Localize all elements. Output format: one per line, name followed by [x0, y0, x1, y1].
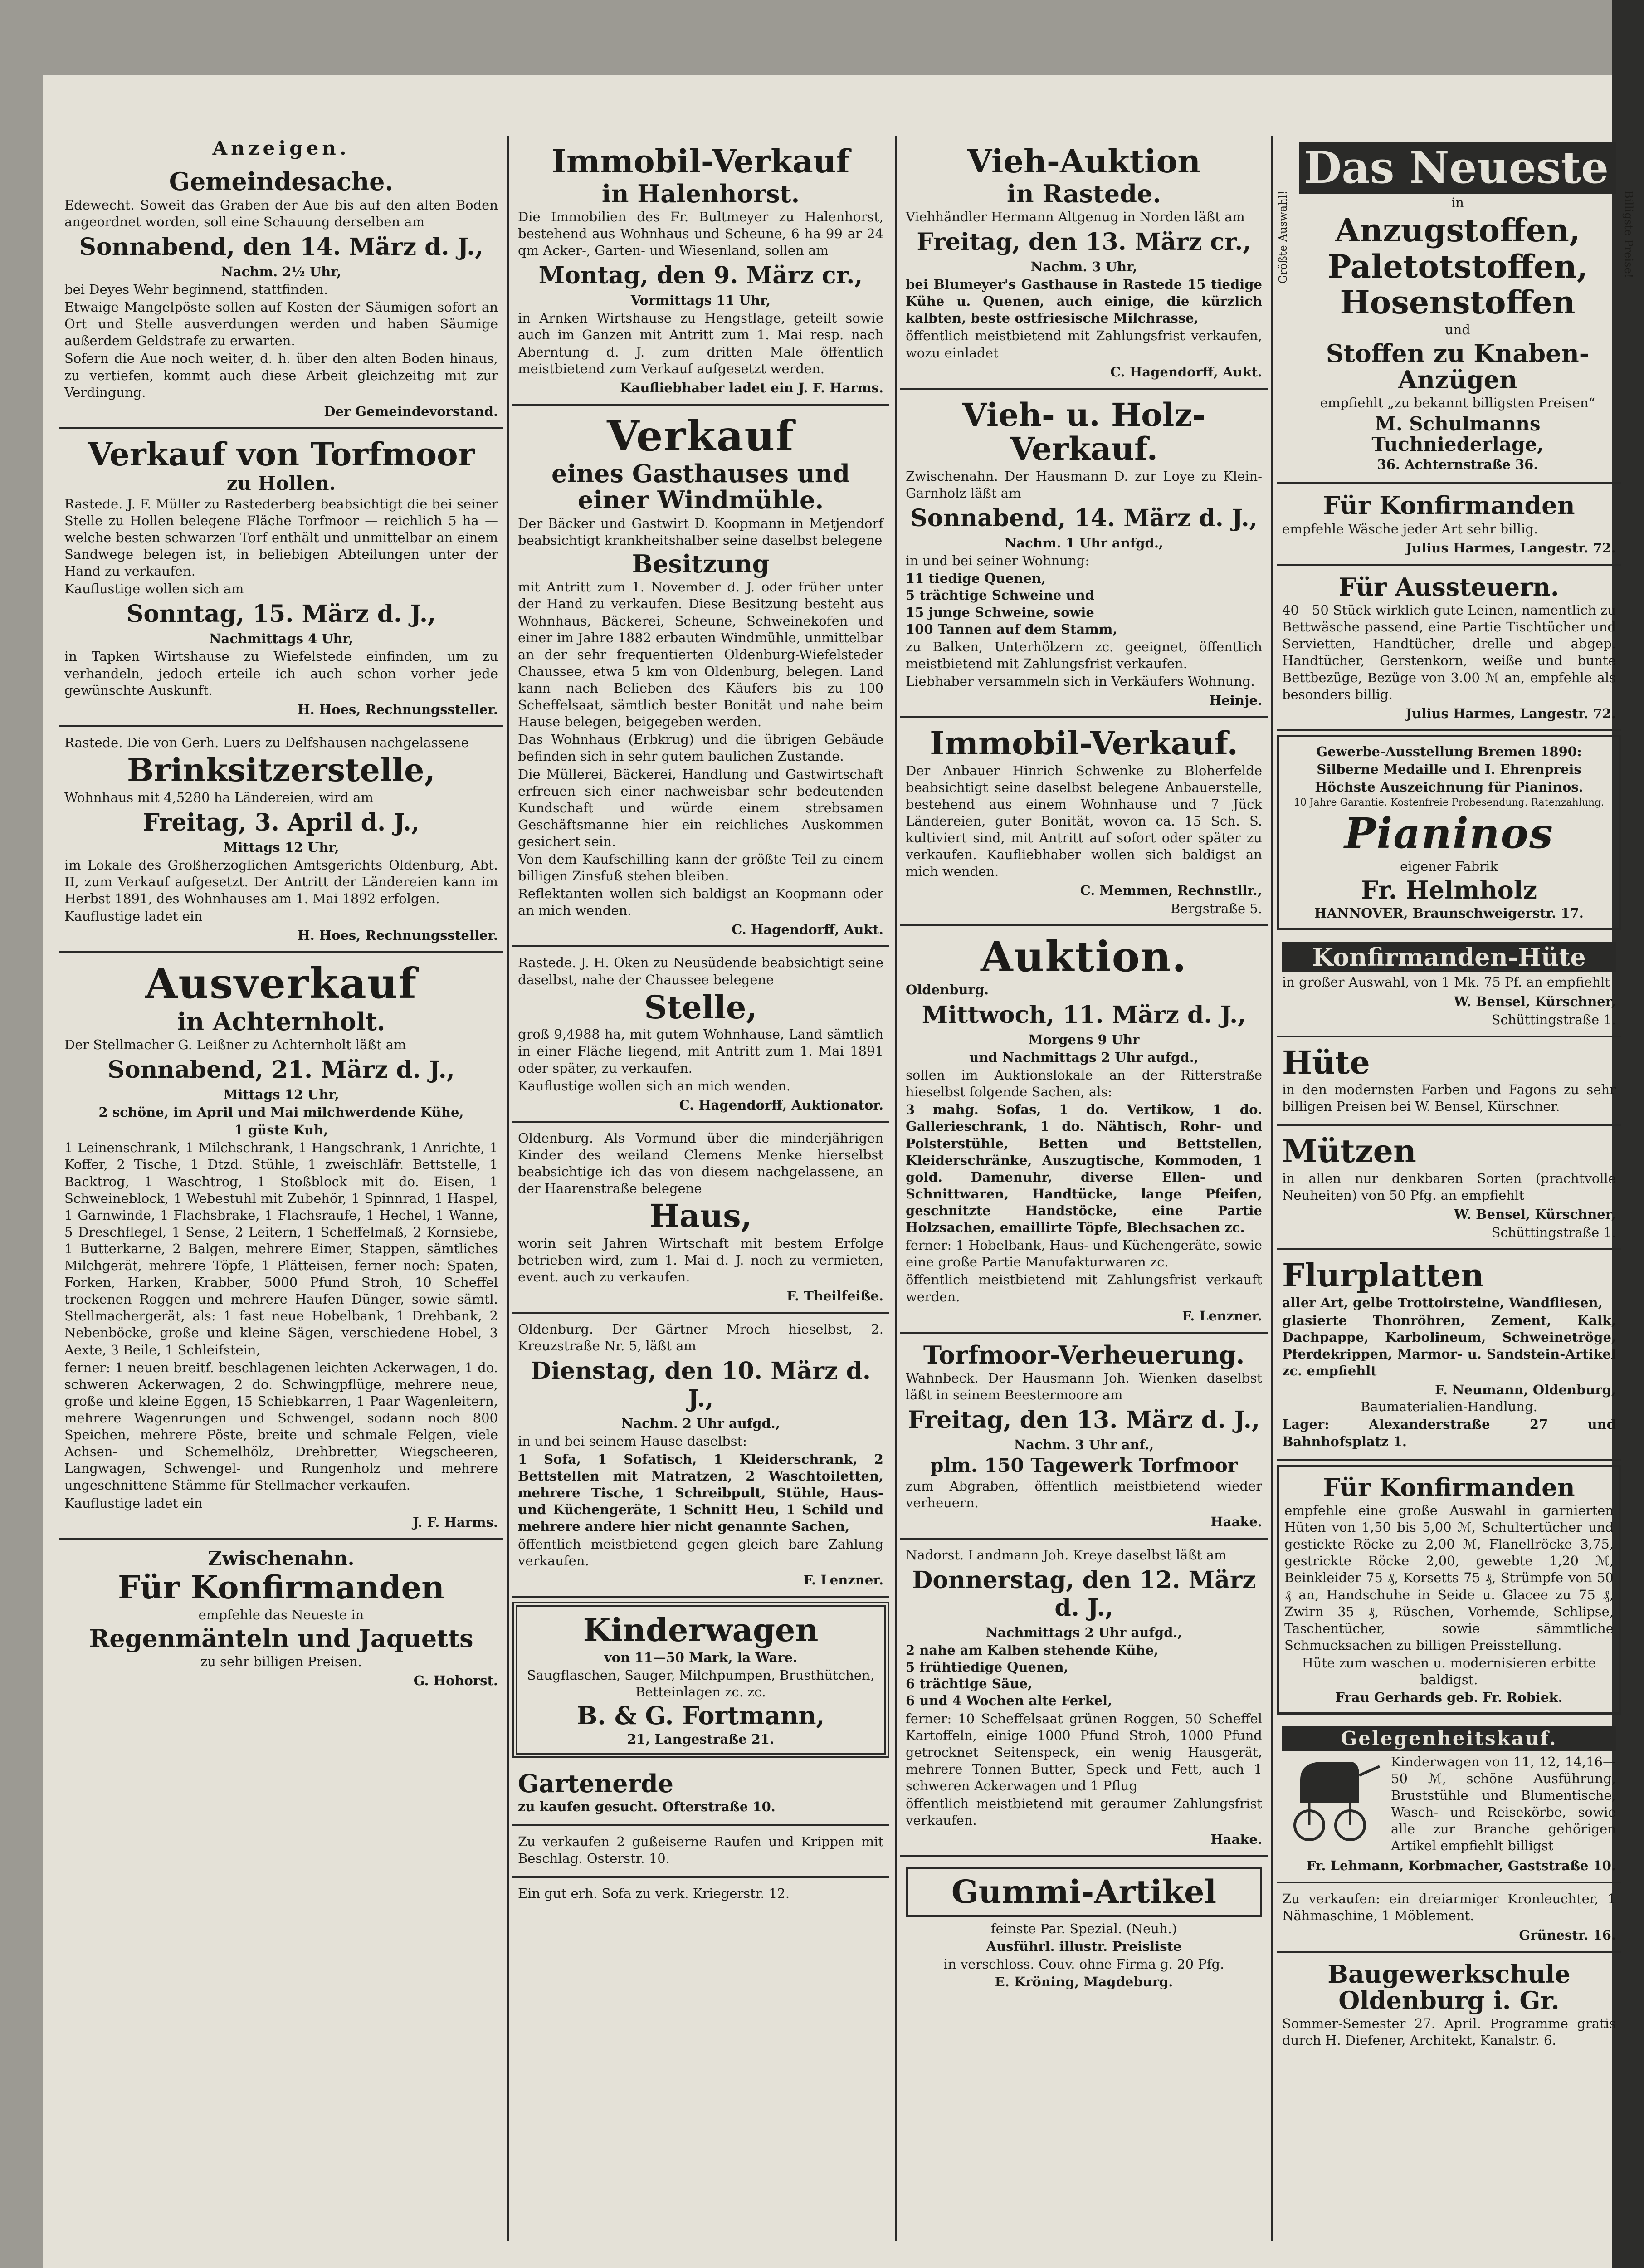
ad-date: Freitag, den 13. März d. J.,	[907, 1406, 1260, 1434]
ad-schulmanns	[1277, 136, 1635, 484]
ad-address: Grünestr. 16.	[1519, 1927, 1616, 1943]
ad-title: Hüte	[1282, 1043, 1370, 1081]
ad-signature: Der Gemeindevorstand.	[324, 403, 498, 419]
ad-date: Dienstag, den 10. März d. J.,	[531, 1357, 871, 1413]
ad-time: Nachm. 2 Uhr aufgd.,	[621, 1416, 781, 1432]
ad-title: Verkauf von Torfmoor	[88, 435, 475, 473]
ad-time: Nachm. 3 Uhr,	[1030, 259, 1137, 275]
ad-pianinos	[1277, 735, 1621, 930]
ad-text: Nadorst. Landmann Joh. Kreye daselbst läßt am	[906, 1547, 1227, 1563]
ad-signature: Haake.	[1210, 1832, 1262, 1848]
ad-text: zu sehr billigen Preisen.	[200, 1654, 362, 1670]
ad-text: Kauflustige wollen sich an mich wenden.	[518, 1078, 790, 1094]
ad-text: 1 Sofa, 1 Sofatisch, 1 Kleiderschrank, 2 Bettstellen mit Matratzen, 2 Waschtoiletten, mehrere Tische, 1 Schreibpult, Stühle, Haus- und Küchengeräte, 1 Schnitt Heu, 1 Schild und mehrere andere hier nicht genannte Sachen,	[518, 1451, 883, 1534]
ad-text: in den modernsten Farben und Fagons zu sehr billigen Preisen bei W. Bensel, Kürschner.	[1282, 1082, 1616, 1114]
ad-text: Kauflustige ladet ein	[64, 909, 203, 924]
ad-title: Brinksitzerstelle,	[127, 751, 435, 789]
ad-signature: F. Lenzner.	[803, 1572, 883, 1588]
ad-text: Saugflaschen, Sauger, Milchpumpen, Brusthütchen, Betteinlagen zc. zc.	[527, 1667, 874, 1700]
ad-vieh-auktion	[900, 136, 1268, 390]
ad-text: Kinderwagen von 11, 12, 14,16—50 ℳ, schöne Ausführung, Bruststühle und Blumentische, Wasch- und Reisekörbe, sowie alle zur Branche gehörigen Artikel empfiehlt billigst	[1391, 1754, 1616, 1854]
ad-text: öffentlich meistbietend gegen gleich bare Zahlung verkaufen.	[518, 1536, 883, 1569]
ad-text: Rastede. J. F. Müller zu Rastederberg beabsichtigt die bei seiner Stelle zu Hollen belegene Fläche Torfmoor — reichlich 5 ha — welche besten schwarzen Torf enthält und unmittelbar an einem Sandwege belegen ist, in beliebigen Abteilungen unter der Hand zu verkaufen.	[64, 496, 498, 579]
ad-text: Sommer-Semester 27. April. Programme gratis durch H. Diefener, Architekt, Kanalstr. 6.	[1282, 2016, 1616, 2048]
column-3	[900, 136, 1268, 2268]
ad-title: Gummi-Artikel	[906, 1867, 1262, 1917]
ad-text: in Arnken Wirtshause zu Hengstlage, geteilt sowie auch im Ganzen mit Antritt zum 1. Mai resp. nach Aberntung d. J. zum dritten Male öffentlich meistbietend zum Verkauf aufgesetzt werden.	[518, 310, 883, 376]
ad-time: Morgens 9 Uhr	[1028, 1031, 1140, 1047]
ad-date: Donnerstag, den 12. März d. J.,	[912, 1566, 1256, 1622]
ad-nadorst	[900, 1540, 1268, 1857]
pram-illustration	[1282, 1753, 1386, 1843]
ad-text: Kauflustige wollen sich am	[64, 581, 244, 597]
ad-address: 21, Langestraße 21.	[627, 1731, 775, 1747]
ad-text: Die Müllerei, Bäckerei, Handlung und Gastwirtschaft erfreuen sich einer nachweisbar sehr bedeutenden Kundschaft und würde einem strebsamen Geschäftsmanne hier ein reichliches Auskommen gesichert sein.	[518, 766, 883, 849]
ad-text: Hüte zum waschen u. modernisieren erbitte baldigst.	[1302, 1655, 1596, 1688]
ad-subtitle: in Achternholt.	[177, 1007, 385, 1036]
ad-signature: M. Schulmanns Tuchniederlage,	[1371, 412, 1544, 455]
ad-text: Liebhaber versammeln sich in Verkäufers Wohnung.	[906, 673, 1255, 689]
ad-title: Paletotstoffen,	[1327, 247, 1588, 285]
ad-text: in Tapken Wirtshause zu Wiefelstede einfinden, um zu verhandeln, jedoch erteile ich auch schon vorher jede gewünschte Auskunft.	[64, 649, 498, 698]
ad-text: zu Balken, Unterhölzern zc. geeignet, öffentlich meistbietend mit Zahlungsfrist verkaufen.	[906, 639, 1262, 671]
ad-signature: C. Hagendorff, Auktionator.	[679, 1097, 883, 1113]
ad-muetzen	[1277, 1126, 1621, 1250]
ad-text: Rastede. Die von Gerh. Luers zu Delfshausen nachgelassene	[64, 734, 469, 750]
ad-title: Immobil-Verkauf	[551, 142, 850, 180]
ad-text: Lager: Alexanderstraße 27 und Bahnhofsplatz 1.	[1282, 1417, 1616, 1449]
ad-time: Vormittags 11 Uhr,	[630, 293, 771, 308]
ad-text: 1 Leinenschrank, 1 Milchschrank, 1 Hangschrank, 1 Anrichte, 1 Koffer, 2 Tische, 1 Dtzd. Stühle, 1 zweischläfr. Bettstelle, 1 Backtrog, 1 Waschtrog, 1 Stoßblock mit do. Eisen, 1 Schweineblock, 1 Webestuhl mit Zubehör, 1 Spinnrad, 1 Haspel, 1 Garnwinde, 1 Flachsbrake, 1 Flachsraufe, 1 Hechel, 1 Wanne, 5 Dreschflegel, 1 Sense, 2 Leitern, 1 Scheffelmaß, 2 Kornsiebe, 1 Butterkarne, 2 Balgen, mehrere Eimer, Stappen, sämtliches Milchgerät, mehrere Töpfe, 1 Plätteisen, ferner noch: Spaten, Forken, Harken, Krabber, 5000 Pfund Stroh, 10 Scheffel trockenen Roggen und mehrere Haufen Dünger, sowie sämtl. Stellmachergerät, als: 1 fast neue Hobelbank, 1 Drehbank, 2 Nebenböcke, große und kleine Sägen, verschiedene Hobel, 3 Aexte, 3 Beile, 1 Schleifstein,	[64, 1140, 498, 1358]
ad-auktion-lenzner	[900, 926, 1268, 1333]
ad-text: eigener Fabrik	[1400, 858, 1498, 874]
ad-kinderwagen-fortmann	[512, 1602, 889, 1757]
ad-text: mit Antritt zum 1. November d. J. oder früher unter der Hand zu verkaufen. Diese Besitzung besteht aus Wohnhaus, Bäckerei, Scheune, Schweinekofen und einer im Jahre 1882 erbauten Windmühle, unmittelbar an der sehr frequentierten Oldenburg-Wiefelsteder Chaussee, etwa 5 km von Oldenburg, belegen. Land kann nach Belieben des Käufers bis zu 100 Scheffelsaat, sämtlich bester Bonität und nahe beim Hause belegen, beigegeben werden.	[518, 579, 883, 730]
ad-signature: Fr. Helmholz	[1361, 875, 1537, 904]
ad-text: 10 Jahre Garantie. Kostenfreie Probesendung. Ratenzahlung.	[1293, 797, 1605, 809]
ad-subtitle: eines Gasthauses und einer Windmühle.	[551, 459, 850, 515]
ad-title: Verkauf	[607, 411, 795, 460]
ad-text: 11 tiedige Quenen, 5 trächtige Schweine und 15 junge Schweine, sowie 100 Tannen auf dem Stamm,	[906, 571, 1117, 637]
ad-subtitle: in Rastede.	[1006, 179, 1161, 208]
ad-title: Flurplatten	[1282, 1256, 1484, 1295]
ad-text: Zwischenahn. Der Hausmann D. zur Loye zu Klein-Garnholz läßt am	[906, 468, 1262, 501]
ad-text: von 11—50 Mark, la Ware.	[604, 1649, 798, 1665]
ad-text: bei Deyes Wehr beginnend, stattfinden.	[64, 282, 328, 297]
ad-title: Das Neueste	[1299, 142, 1616, 194]
ad-gemeindesache	[59, 160, 503, 429]
ad-text: Sofern die Aue noch weiter, d. h. über den alten Boden hinaus, zu vertiefen, kommt auch diese Arbeit gleichzeitig mit zur Verdingung.	[64, 351, 498, 400]
ad-text: Wohnhaus mit 4,5280 ha Ländereien, wird am	[64, 789, 373, 805]
ad-title: Vieh- u. Holz-Verkauf.	[962, 396, 1206, 468]
ad-signature: J. F. Harms.	[412, 1514, 498, 1530]
ad-text: ferner: 1 neuen breitf. beschlagenen leichten Ackerwagen, 1 do. schweren Ackerwagen, 2 do. Schwingpflüge, mehrere neue, große und kleine Eggen, 15 Schiebkarren, 1 Paar Wagenleitern, mehrere Wagenrungen und Schwengel, sodann noch 800 Speichen, mehrere Pöste, breite und schmale Felgen, viele Achsen- und Schemelhölz, Drehbretter, Wiegscheeren, Langwagen, Schwengel- und Rungenholz und mehrere ungeschnittene Stämme für Stellmacher verkaufen.	[64, 1359, 498, 1493]
ad-torfmoor	[59, 429, 503, 727]
ad-signature: G. Hohorst.	[413, 1673, 498, 1689]
column-rule	[895, 136, 897, 2241]
ad-haus	[512, 1123, 889, 1314]
ad-torfmoor-verheuerung	[900, 1334, 1268, 1540]
ad-subtitle: in Halenhorst.	[601, 179, 800, 208]
ad-text: empfiehlt „zu bekannt billigsten Preisen“	[1320, 395, 1595, 411]
ad-date: Freitag, 3. April d. J.,	[143, 808, 420, 836]
ad-text: in allen nur denkbaren Sorten (prachtvolle Neuheiten) von 50 Pfg. an empfiehlt	[1282, 1170, 1616, 1203]
ad-text: ferner: 1 Hobelbank, Haus- und Küchengeräte, sowie eine große Partie Manufakturwaren zc.	[906, 1237, 1262, 1270]
ad-signature: C. Hagendorff, Aukt.	[732, 922, 883, 938]
ad-text: Von dem Kaufschilling kann der größte Teil zu einem billigen Zinsfuß stehen bleiben.	[518, 851, 883, 884]
ad-text: Silberne Medaille und I. Ehrenpreis	[1317, 761, 1581, 777]
ad-text: Der Anbauer Hinrich Schwenke zu Bloherfelde beabsichtigt seine daselbst belegene Anbauerstelle, bestehend aus einem Wohnhause und 7 Jück Ländereien, guter Bonität, wovon ca. 15 Sch. S. kultiviert sind, mit Antritt auf sofort oder später zu verkaufen. Kaufliebhaber wollen sich baldigst an mich wenden.	[906, 763, 1262, 880]
ad-time: Nachmittags 4 Uhr,	[209, 631, 353, 647]
ad-verkauf-gasthaus	[512, 406, 889, 948]
ad-time: Mittags 12 Uhr,	[223, 839, 339, 855]
ad-title: Stoffen zu Knaben-Anzügen	[1326, 338, 1590, 395]
ad-address: Baumaterialien-Handlung.	[1361, 1399, 1537, 1415]
ad-signature: H. Hoes, Rechnungssteller.	[298, 701, 498, 717]
ad-signature: E. Kröning, Magdeburg.	[995, 1974, 1173, 1990]
side-text: Größte Auswahl!	[1277, 191, 1289, 284]
ad-text: glasierte Thonröhren, Zement, Kalk, Dachpappe, Karbolineum, Schweinetröge, Pferdekrippen, Marmor- u. Sandstein-Artikel zc. empfiehlt	[1282, 1312, 1616, 1379]
ad-date: Montag, den 9. März cr.,	[538, 262, 863, 290]
ad-text: Höchste Auszeichnung für Pianinos.	[1315, 779, 1583, 795]
ad-gaertner-auktion	[512, 1314, 889, 1598]
ad-text: feinste Par. Spezial. (Neuh.)	[990, 1921, 1177, 1936]
ad-signature: C. Hagendorff, Aukt.	[1110, 364, 1262, 380]
ad-title: Hosenstoffen	[1340, 284, 1576, 322]
ad-text: Wahnbeck. Der Hausmann Joh. Wienken daselbst läßt in seinem Beestermoore am	[906, 1370, 1262, 1403]
ad-date: Mittwoch, 11. März d. J.,	[922, 1001, 1246, 1029]
ad-text: Reflektanten wollen sich baldigst an Koopmann oder an mich wenden.	[518, 886, 883, 919]
ad-text: in verschloss. Couv. ohne Firma g. 20 Pfg.	[943, 1956, 1224, 1972]
ad-text: Ein gut erh. Sofa zu verk. Kriegerstr. 12.	[518, 1886, 790, 1901]
ad-flurplatten	[1277, 1250, 1621, 1461]
ad-title: Ausverkauf	[145, 959, 418, 1008]
ad-title: Haus,	[649, 1197, 752, 1235]
ad-text: sollen im Auktionslokale an der Ritterstraße hieselbst folgende Sachen, als:	[906, 1067, 1262, 1100]
ad-sofa	[512, 1878, 889, 1911]
ad-text: Der Bäcker und Gastwirt D. Koopmann in Metjendorf beabsichtigt krankheitshalber seine daselbst belegene	[518, 515, 883, 548]
ad-signature: F. Lenzner.	[1182, 1308, 1262, 1324]
ad-text: zum Abgraben, öffentlich meistbietend wieder verheuern.	[906, 1478, 1262, 1510]
ad-vieh-holz	[900, 390, 1268, 718]
ad-text: empfehle eine große Auswahl in garnierten Hüten von 1,50 bis 5,00 ℳ, Schultertücher und gestickte Röcke zu 2,00 ℳ, Flanellröcke 3,75, gestrickte Röcke 2,00, gewebte 1,20 ℳ, Beinkleider 75 ₰, Korsetts 75 ₰, Strümpfe von 50 ₰ an, Handschuhe in Seide u. Glacee zu 75 ₰, Zwirn 35 ₰, Rüschen, Vorhemde, Schlipse, Taschentücher, sowie sämmtliche Schmucksachen zu billigen Preisstellung.	[1284, 1502, 1614, 1653]
ad-subtitle: zu Hollen.	[226, 472, 336, 495]
ad-immobil-halenhorst	[512, 136, 889, 406]
ad-text: Oldenburg. Als Vormund über die minderjährigen Kinder des weiland Clemens Menke hierselbst beabsichtige ich das von diesem nachgelassene, an der Haarenstraße belegene	[518, 1130, 883, 1197]
ad-baugewerkschule	[1277, 1953, 1621, 2058]
ad-time: und Nachmittags 2 Uhr aufgd.,	[969, 1050, 1199, 1065]
ad-place: Zwischenahn.	[208, 1547, 355, 1569]
ad-title: Für Aussteuern.	[1339, 572, 1559, 601]
ad-time: Nachmittags 2 Uhr aufgd.,	[985, 1624, 1182, 1640]
ad-aussteuern	[1277, 566, 1621, 731]
ad-signature: Julius Harmes, Langestr. 72.	[1405, 540, 1616, 556]
ad-huete	[1277, 1037, 1621, 1126]
ad-text: groß 9,4988 ha, mit gutem Wohnhause, Land sämtlich in einer Fläche liegend, mit Antritt zum 1. Mai 1891 oder später, zu verkaufen.	[518, 1026, 883, 1076]
ad-title: Gelegenheitskauf.	[1282, 1726, 1616, 1750]
ad-time: Nachm. 3 Uhr anf.,	[1014, 1437, 1154, 1453]
ad-signature: Haake.	[1210, 1514, 1262, 1530]
ad-text: ferner: 10 Scheffelsaat grünen Roggen, 50 Scheffel Kartoffeln, einige 1000 Pfund Stroh, 1000 Pfund getrocknet Seitenspeck, ein wenig Hausgerät, mehrere Tonnen Butter, Speck und Fett, auch 1 schweren Ackerwagen und 1 Pflug	[906, 1711, 1262, 1794]
ad-signature: F. Neumann, Oldenburg,	[1435, 1382, 1616, 1398]
ad-signature: Frau Gerhards geb. Fr. Robiek.	[1335, 1690, 1563, 1706]
ad-title: Mützen	[1282, 1132, 1416, 1170]
ad-date: Sonnabend, den 14. März d. J.,	[79, 233, 483, 261]
ad-signature: Kaufliebhaber ladet ein J. F. Harms.	[620, 380, 883, 396]
ad-title: Für Konfirmanden	[1323, 491, 1575, 520]
ad-immobil-bloherfelde	[900, 718, 1268, 926]
ad-signature: H. Hoes, Rechnungssteller.	[298, 928, 498, 943]
column-rule	[507, 136, 509, 2241]
ad-text: empfehle das Neueste in	[198, 1607, 364, 1623]
ad-signature: Fr. Lehmann, Korbmacher, Gaststraße 10.	[1306, 1858, 1616, 1874]
ad-text: in	[1451, 195, 1464, 210]
ad-text: 2 schöne, im April und Mai milchwerdende Kühe,	[98, 1105, 464, 1120]
ad-konfirmanden-gerhards	[1277, 1465, 1621, 1715]
ad-text: öffentlich meistbietend mit Zahlungsfrist verkaufen, wozu einladet	[906, 328, 1262, 361]
ad-text: öffentlich meistbietend mit geraumer Zahlungsfrist verkaufen.	[906, 1796, 1262, 1828]
ad-text: 3 mahg. Sofas, 1 do. Vertikow, 1 do. Gallerieschrank, 1 do. Nähtisch, Rohr- und Polsterstühle, Betten und Bettstellen, Kleiderschränke, Auszugtische, Kommoden, 1 gold. Damenuhr, diverse Ellen- und Schnittwaren, Handtücke, lange Pfeifen, geschnitzte Handstöcke, eine Partie Holzsachen, emaillirte Töpfe, Blechsachen zc.	[906, 1102, 1262, 1236]
ad-time: Nachm. 1 Uhr anfgd.,	[1004, 535, 1164, 551]
ad-text: in und bei seiner Wohnung:	[906, 553, 1090, 569]
ad-title: Besitzung	[632, 549, 770, 578]
ad-konfirmanden-hohorst	[59, 1540, 503, 1696]
ad-title: Stelle,	[644, 988, 757, 1026]
column-4	[1277, 136, 1635, 2268]
ad-signature: F. Theilfeiße.	[786, 1288, 883, 1304]
ad-title: Für Konfirmanden	[118, 1569, 444, 1607]
side-text: Billigste Preise!	[1622, 191, 1635, 279]
ad-date: Sonntag, 15. März d. J.,	[126, 600, 436, 628]
ad-text: bei Blumeyer's Gasthause in Rastede 15 tiedige Kühe u. Quenen, auch einige, die kürzlich kalbten, beste ostfriesische Milchrasse,	[906, 277, 1262, 326]
ad-text: Zu verkaufen 2 gußeiserne Raufen und Krippen mit Beschlag. Osterstr. 10.	[518, 1834, 883, 1867]
column-rule	[1271, 136, 1273, 2241]
column-1	[59, 136, 503, 2268]
ad-stelle	[512, 947, 889, 1122]
ad-date: Sonnabend, 14. März d. J.,	[910, 504, 1258, 533]
ad-kronleuchter	[1277, 1883, 1621, 1952]
ad-time: Nachm. 2½ Uhr,	[221, 264, 341, 279]
ad-text: Zu verkaufen: ein dreiarmiger Kronleuchter, 1 Nähmaschine, 1 Möblement.	[1282, 1891, 1616, 1924]
ad-title: Vieh-Auktion	[967, 142, 1201, 180]
ad-address: Schüttingstraße 1.	[1491, 1225, 1616, 1241]
ad-text: worin seit Jahren Wirtschaft mit bestem Erfolge betrieben wird, zum 1. Mai d. J. noch zu vermieten, event. auch zu verkaufen.	[518, 1235, 883, 1285]
ad-text: Gewerbe-Ausstellung Bremen 1890:	[1316, 743, 1582, 759]
ad-title: Gartenerde	[518, 1769, 674, 1798]
ad-address: HANNOVER, Braunschweigerstr. 17.	[1314, 905, 1584, 921]
ad-title: Auktion.	[981, 932, 1187, 982]
ad-place: Oldenburg.	[906, 982, 989, 997]
ad-title: Immobil-Verkauf.	[930, 724, 1238, 763]
ad-address: Bergstraße 5.	[1170, 901, 1262, 917]
ad-date: Sonnabend, 21. März d. J.,	[107, 1056, 455, 1084]
ad-text: Ausführl. illustr. Preisliste	[986, 1938, 1182, 1954]
ad-text: öffentlich meistbietend mit Zahlungsfrist verkauft werden.	[906, 1272, 1262, 1305]
ad-text: und	[1445, 322, 1470, 337]
ad-text: Kauflustige ladet ein	[64, 1495, 203, 1511]
ad-text: 1 güste Kuh,	[234, 1122, 328, 1138]
ad-text: Die Immobilien des Fr. Bultmeyer zu Halenhorst, bestehend aus Wohnhaus und Scheune, 6 ha 99 ar 24 qm Acker-, Garten- und Wiesenland, sollen am	[518, 209, 883, 259]
ad-gartenerde	[512, 1762, 889, 1826]
ad-signature: Julius Harmes, Langestr. 72.	[1405, 705, 1616, 721]
ad-konfirmanden-huete	[1277, 934, 1621, 1037]
ad-title: Torfmoor-Verheuerung.	[923, 1340, 1245, 1369]
ad-date: Freitag, den 13. März cr.,	[917, 228, 1251, 256]
ad-text: im Lokale des Großherzoglichen Amtsgerichts Oldenburg, Abt. II, zum Verkauf aufgesetzt. Der Antritt der Ländereien kann im Herbst 1891, des Wohnhauses am 1. Mai 1892 erfolgen.	[64, 857, 498, 906]
section-title: Anzeigen.	[212, 137, 350, 159]
ad-text: aller Art, gelbe Trottoirsteine, Wandfliesen,	[1282, 1295, 1603, 1310]
ad-text: 2 nahe am Kalben stehende Kühe, 5 frühtiedige Quenen, 6 trächtige Säue, 6 und 4 Wochen alte Ferkel,	[906, 1642, 1159, 1709]
ad-text: zu kaufen gesucht. Ofterstraße 10.	[518, 1799, 776, 1814]
ad-text: Rastede. J. H. Oken zu Neusüdende beabsichtigt seine daselbst, nahe der Chaussee belegene	[518, 955, 883, 987]
column-2	[512, 136, 889, 2268]
ad-text: Etwaige Mangelpöste sollen auf Kosten der Säumigen sofort an Ort und Stelle ausverdungen werden und haben Säumige außerdem Geldstrafe zu erwarten.	[64, 299, 498, 349]
ad-signature: Heinje.	[1209, 693, 1262, 709]
ad-text: Der Stellmacher G. Leißner zu Achternholt läßt am	[64, 1036, 406, 1052]
ad-title: Für Konfirmanden	[1323, 1472, 1575, 1502]
ad-title: Baugewerkschule Oldenburg i. Gr.	[1327, 1959, 1571, 2015]
ad-text: plm. 150 Tagewerk Torfmoor	[930, 1454, 1238, 1477]
ad-text: empfehle Wäsche jeder Art sehr billig.	[1282, 521, 1538, 537]
ad-text: in großer Auswahl, von 1 Mk. 75 Pf. an empfiehlt	[1282, 974, 1610, 990]
ad-signature: W. Bensel, Kürschner,	[1454, 1207, 1616, 1222]
ad-text: in und bei seinem Hause daselbst:	[518, 1433, 747, 1449]
ad-text: Das Wohnhaus (Erbkrug) und die übrigen Gebäude befinden sich in sehr gutem baulichen Zustande.	[518, 732, 883, 764]
ad-gelegenheitskauf	[1277, 1718, 1621, 1883]
ad-raufen	[512, 1826, 889, 1878]
ad-title: Regenmänteln und Jaquetts	[89, 1623, 473, 1653]
ad-time: Mittags 12 Uhr,	[223, 1086, 339, 1102]
ad-text: 40—50 Stück wirklich gute Leinen, namentlich zu Bettwäsche passend, eine Partie Tischtücher und Servietten, Handtücher, drelle und abgep. Handtücher, Gerstenkorn, weiße und bunte Bettbezüge, Bezüge von 3.00 ℳ an, empfehle als besonders billig.	[1282, 602, 1616, 702]
ad-signature: B. & G. Fortmann,	[576, 1701, 825, 1730]
ad-title: Konfirmanden-Hüte	[1282, 942, 1616, 972]
ad-gummi-artikel	[900, 1857, 1268, 1999]
ad-brinksitzerstelle	[59, 727, 503, 953]
ad-title: Gemeindesache.	[169, 167, 394, 196]
ad-title: Kinderwagen	[583, 1611, 819, 1649]
ad-text: Viehhändler Hermann Altgenug in Norden läßt am	[906, 209, 1245, 225]
ad-konfirmanden-harmes	[1277, 484, 1621, 565]
ad-title: Pianinos	[1344, 809, 1554, 858]
ad-signature: C. Memmen, Rechnstllr.,	[1080, 883, 1262, 899]
ad-text: Oldenburg. Der Gärtner Mroch hieselbst, 2. Kreuzstraße Nr. 5, läßt am	[518, 1321, 883, 1354]
ad-address: 36. Achternstraße 36.	[1377, 457, 1538, 473]
ad-title: Anzugstoffen,	[1335, 211, 1581, 249]
ad-signature: W. Bensel, Kürschner,	[1454, 993, 1616, 1009]
ad-address: Schüttingstraße 1.	[1491, 1012, 1616, 1027]
ad-text: Edewecht. Soweit das Graben der Aue bis auf den alten Boden angeordnet worden, soll eine Schauung derselben am	[64, 197, 498, 230]
ad-ausverkauf	[59, 953, 503, 1540]
